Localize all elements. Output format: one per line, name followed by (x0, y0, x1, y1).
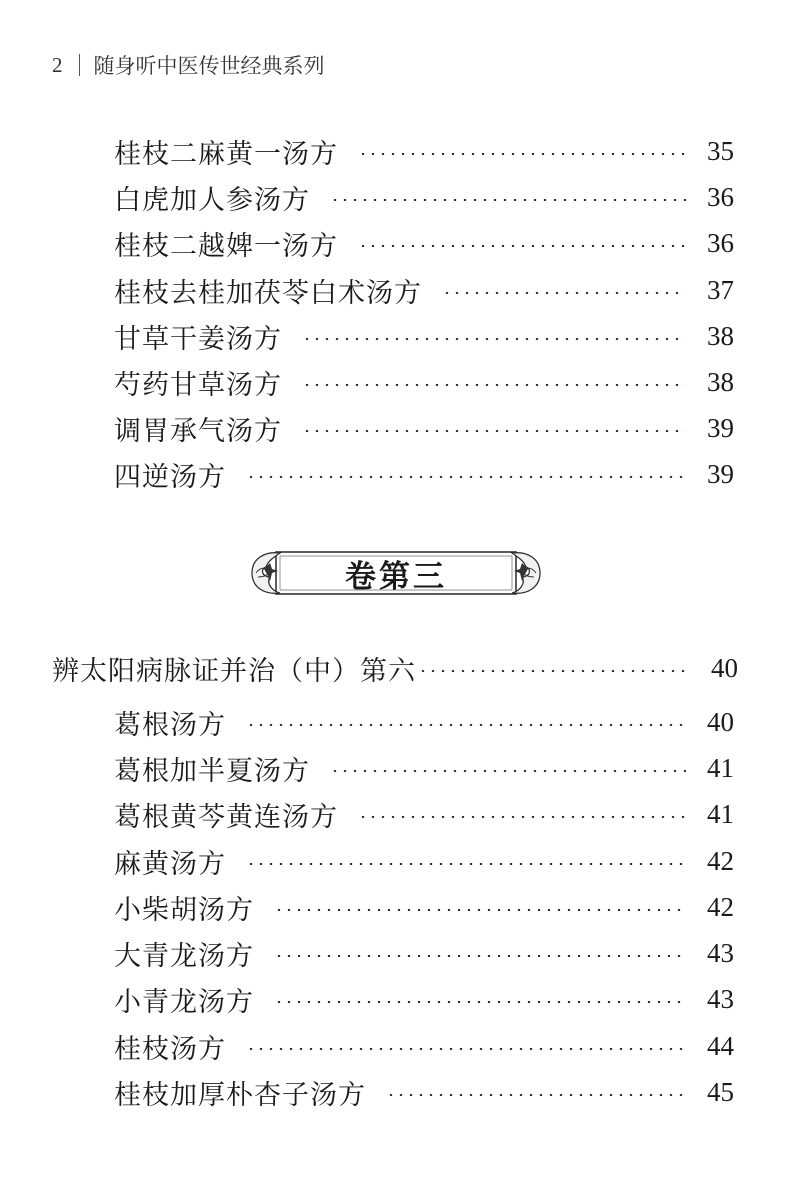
dot-leader (274, 909, 686, 911)
toc-chapter-entry[interactable] (0, 645, 800, 691)
toc-entry-title: 芍药甘草汤方 (114, 369, 282, 401)
toc-entry-page: 45 (707, 1076, 734, 1107)
dot-leader (386, 1094, 686, 1096)
toc-entry-page: 38 (707, 320, 734, 351)
dot-leader (330, 770, 686, 772)
toc-entry[interactable] (0, 976, 800, 1022)
toc-entry-title: 四逆汤方 (114, 461, 226, 493)
toc-entry-page: 38 (707, 366, 734, 397)
toc-entry[interactable] (0, 405, 800, 451)
toc-entry-title: 葛根黄芩黄连汤方 (114, 801, 338, 833)
dot-leader (302, 338, 686, 340)
toc-entry[interactable] (0, 267, 800, 313)
dot-leader (302, 384, 686, 386)
dot-leader (330, 199, 686, 201)
dot-leader (246, 1048, 686, 1050)
toc-entry-page: 36 (707, 227, 734, 258)
toc-entry-title: 葛根加半夏汤方 (114, 755, 310, 787)
toc-entry[interactable] (0, 359, 800, 405)
toc-entry-page: 43 (707, 983, 734, 1014)
toc-entry-title: 调胃承气汤方 (114, 415, 282, 447)
dot-leader (302, 430, 686, 432)
toc-entry-title: 麻黄汤方 (114, 848, 226, 880)
chapter-page: 40 (711, 652, 738, 683)
running-head (52, 50, 325, 80)
toc-entry[interactable] (0, 930, 800, 976)
toc-entry-page: 36 (707, 181, 734, 212)
toc-entry-title: 大青龙汤方 (114, 940, 254, 972)
toc-entry-page: 37 (707, 274, 734, 305)
toc-entry-title: 葛根汤方 (114, 709, 226, 741)
toc-entry[interactable] (0, 884, 800, 930)
toc-entry-title: 桂枝去桂加茯苓白术汤方 (114, 277, 422, 309)
toc-entry[interactable] (0, 791, 800, 837)
toc-entry[interactable] (0, 128, 800, 174)
toc-entry-title: 甘草干姜汤方 (114, 323, 282, 355)
dot-leader (358, 153, 686, 155)
series-title: 随身听中医传世经典系列 (93, 54, 325, 78)
dot-leader (358, 816, 686, 818)
toc-entry-title: 小青龙汤方 (114, 986, 254, 1018)
toc-entry[interactable] (0, 174, 800, 220)
toc-entry-title: 小柴胡汤方 (114, 894, 254, 926)
toc-entry-title: 桂枝汤方 (114, 1033, 226, 1065)
dot-leader (418, 670, 690, 672)
toc-entry[interactable] (0, 838, 800, 884)
volume-title: 卷第三 (345, 558, 447, 595)
toc-entry-page: 42 (707, 891, 734, 922)
dot-leader (442, 292, 686, 294)
toc-entry-page: 41 (707, 752, 734, 783)
toc-entry[interactable] (0, 220, 800, 266)
toc-entry[interactable] (0, 745, 800, 791)
toc-entry[interactable] (0, 1069, 800, 1115)
toc-entry[interactable] (0, 699, 800, 745)
toc-entry-page: 42 (707, 845, 734, 876)
toc-entry-page: 41 (707, 798, 734, 829)
dot-leader (358, 245, 686, 247)
page-number: 2 (52, 52, 63, 77)
toc-entry-page: 40 (707, 706, 734, 737)
toc-entry[interactable] (0, 1023, 800, 1069)
dot-leader (246, 863, 686, 865)
toc-entry-page: 43 (707, 937, 734, 968)
toc-entry-title: 桂枝二麻黄一汤方 (114, 138, 338, 170)
header-divider (79, 54, 80, 76)
chapter-title: 辨太阳病脉证并治（中）第六 (52, 655, 416, 687)
dot-leader (274, 955, 686, 957)
dot-leader (246, 724, 686, 726)
toc-entry-page: 44 (707, 1030, 734, 1061)
toc-entry-title: 白虎加人参汤方 (114, 184, 310, 216)
toc-entry[interactable] (0, 313, 800, 359)
toc-entry[interactable] (0, 451, 800, 497)
volume-banner (246, 547, 546, 599)
toc-entry-page: 35 (707, 135, 734, 166)
toc-entry-page: 39 (707, 412, 734, 443)
toc-entry-title: 桂枝加厚朴杏子汤方 (114, 1079, 366, 1111)
toc-entry-page: 39 (707, 458, 734, 489)
dot-leader (246, 476, 686, 478)
dot-leader (274, 1001, 686, 1003)
toc-entry-title: 桂枝二越婢一汤方 (114, 230, 338, 262)
